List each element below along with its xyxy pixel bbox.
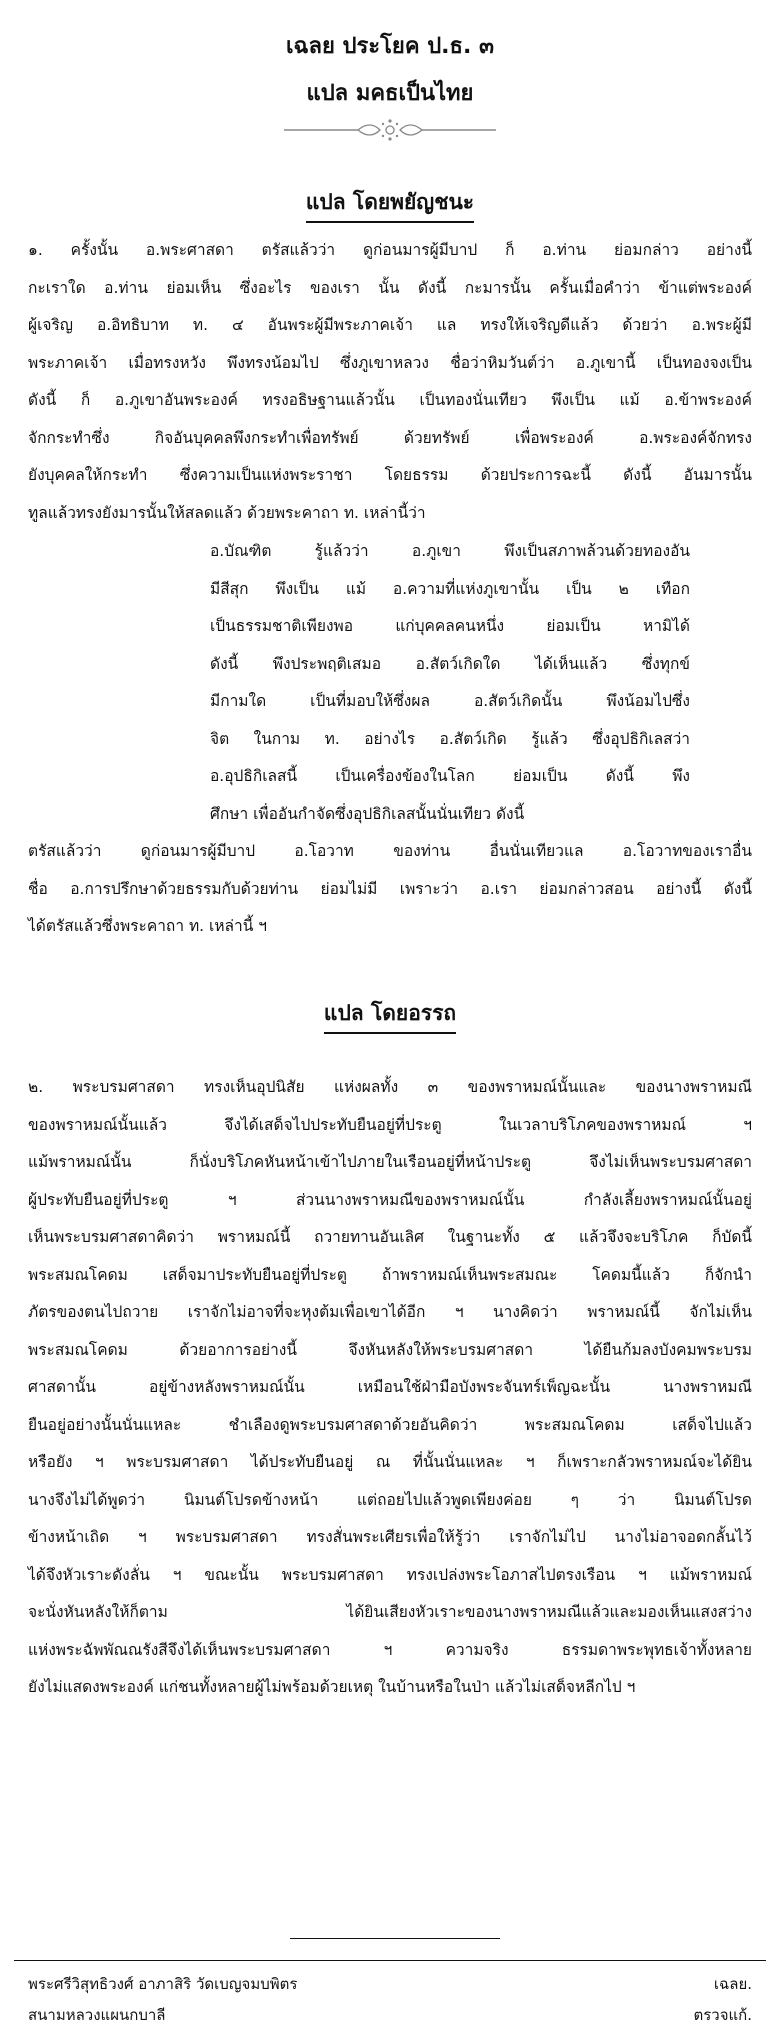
text-line: จะนั่งหันหลังให้ก็ตาม ได้ยินเสียงหัวเราะของนางพราหมณีแล้วและมองเห็นแสงสว่าง: [28, 1603, 752, 1621]
ornament-divider-icon: [280, 118, 500, 142]
text-line: ทูลแล้วทรงยังมารนั้นให้สลดแล้ว ด้วยพระคาถา ท. เหล่านี้ว่า: [28, 503, 426, 522]
text-line: ดังนี้ ก็ อ.ภูเขาอันพระองค์ ทรงอธิษฐานแล้วนั้น เป็นทองนั่นเทียว พึงเป็น แม้ อ.ข้าพระองค์: [28, 391, 752, 409]
verse-line: มีกามใด เป็นที่มอบให้ซึ่งผล อ.สัตว์เกิดนั้น พึงน้อมไปซึ่ง: [210, 692, 690, 710]
footer-label-checked: ตรวจแก้.: [693, 2006, 752, 2024]
text-line: พระภาคเจ้า เมื่อทรงหวัง พึงทรงน้อมไป ซึ่งภูเขาหลวง ชื่อว่าหิมวันต์ว่า อ.ภูเขานี้ เป็นทองจงเป็น: [28, 353, 752, 372]
text-line: แห่งพระฉัพพัณณรังสีจึงได้เห็นพระบรมศาสดา ฯ ความจริง ธรรมดาพระพุทธเจ้าทั้งหลาย: [28, 1640, 752, 1659]
text-line: ภัตรของตนไปถวาย เราจักไม่อาจที่จะหุงต้มเพื่อเขาได้อีก ฯ นางคิดว่า พราหมณ์นี้ จักไม่เห็น: [28, 1303, 752, 1321]
verse-line: ดังนี้ พึงประพฤติเสมอ อ.สัตว์เกิดใด ได้เห็นแล้ว ซึ่งทุกข์: [210, 654, 690, 673]
text-line: ชื่อ อ.การปรึกษาด้วยธรรมกับด้วยท่าน ย่อมไม่มี เพราะว่า อ.เรา ย่อมกล่าวสอน อย่างนี้ ดังนี้: [28, 879, 752, 898]
paragraph-2: [28, 833, 752, 946]
text-line: พระสมณโคดม ด้วยอาการอย่างนี้ จึงหันหลังให้พระบรมศาสดา ได้ยืนก้มลงบังคมพระบรม: [28, 1340, 752, 1359]
footer-place: สนามหลวงแผนกบาลี: [28, 2006, 166, 2024]
text-line: พระสมณโคดม เสด็จมาประทับยืนอยู่ที่ประตู ถ้าพราหมณ์เห็นพระสมณะ โคดมนี้แล้ว ก็จักนำ: [28, 1265, 752, 1284]
section-heading-meaning: แปล โดยอรรถ: [0, 997, 780, 1034]
text-line: ยังไม่แสดงพระองค์ แก่ชนทั้งหลายผู้ไม่พร้อมด้วยเหตุ ในบ้านหรือในป่า แล้วไม่เสด็จหลีกไป ฯ: [28, 1678, 636, 1696]
footer-divider: [14, 1960, 766, 1961]
text-line: ตรัสแล้วว่า ดูก่อนมารผู้มีบาป อ.โอวาท ของท่าน อื่นนั่นเทียวแล อ.โอวาทของเราอื่น: [28, 842, 752, 860]
text-line: ผู้ประทับยืนอยู่ที่ประตู ฯ ส่วนนางพราหมณีของพราหมณ์นั้น กำลังเลี้ยงพราหมณ์นั้นอยู่: [28, 1190, 752, 1209]
text-line: นางจึงไม่ได้พูดว่า นิมนต์โปรดข้างหน้า แต่ถอยไปแล้วพูดเพียงค่อย ๆ ว่า นิมนต์โปรด: [28, 1490, 752, 1509]
text-line: ข้างหน้าเถิด ฯ พระบรมศาสดา ทรงสั่นพระเศียรเพื่อให้รู้ว่า เราจักไม่ไป นางไม่อาจอดกลั้นไว้: [28, 1528, 752, 1546]
paragraph-3: [28, 1069, 752, 1707]
paragraph-1: [28, 232, 752, 532]
verse-line: เป็นธรรมชาติเพียงพอ แก่บุคคลคนหนึ่ง ย่อมเป็น หามิได้: [210, 617, 690, 635]
verse-line: มีสีสุก พึงเป็น แม้ อ.ความที่แห่งภูเขานั้น เป็น ๒ เทือก: [210, 579, 690, 598]
verse-line: อ.อุปธิกิเลสนี้ เป็นเครื่องข้องในโลก ย่อมเป็น ดังนี้ พึง: [210, 767, 690, 785]
text-line: กะเราใด อ.ท่าน ย่อมเห็น ซึ่งอะไร ของเรา นั้น ดังนี้ กะมารนั้น ครั้นเมื่อคำว่า ข้าแต่พระองค์: [28, 278, 752, 297]
text-line: ของพราหมณ์นั้นแล้ว จึงได้เสด็จไปประทับยืนอยู่ที่ประตู ในเวลาบริโภคของพราหมณ์ ฯ: [28, 1115, 752, 1134]
text-line: จักกระทำซึ่ง กิจอันบุคคลพึงกระทำเพื่อทรัพย์ ด้วยทรัพย์ เพื่อพระองค์ อ.พระองค์จักทรง: [28, 428, 752, 447]
document-title: เฉลย ประโยค ป.ธ. ๓: [285, 34, 495, 59]
text-line: ๑. ครั้งนั้น อ.พระศาสดา ตรัสแล้วว่า ดูก่อนมารผู้มีบาป ก็ อ.ท่าน ย่อมกล่าว อย่างนี้: [28, 241, 752, 259]
text-line: ผู้เจริญ อ.อิทธิบาท ท. ๔ อันพระผู้มีพระภาคเจ้า แล ทรงให้เจริญดีแล้ว ด้วยว่า อ.พระผู้มี: [28, 316, 752, 334]
verse-line: จิต ในกาม ท. อย่างไร อ.สัตว์เกิด รู้แล้ว ซึ่งอุปธิกิเลสว่า: [210, 729, 690, 748]
verse-line: ศึกษา เพื่ออันกำจัดซึ่งอุปธิกิเลสนั้นนั่นเทียว ดังนี้: [210, 804, 525, 823]
text-line: ศาสดานั้น อยู่ข้างหลังพราหมณ์นั้น เหมือนใช้ฝ่ามือบังพระจันทร์เพ็ญฉะนั้น นางพราหมณี: [28, 1378, 752, 1396]
text-line: หรือยัง ฯ พระบรมศาสดา ได้ประทับยืนอยู่ ณ ที่นั้นนั่นแหละ ฯ ก็เพราะกลัวพราหมณ์จะได้ยิน: [28, 1453, 752, 1471]
footer-author: พระศรีวิสุทธิวงศ์ อาภาสิริ วัดเบญจมบพิตร: [28, 1975, 298, 1993]
text-line: ยืนอยู่อย่างนั้นนั่นแหละ ชำเลืองดูพระบรมศาสดาด้วยอันคิดว่า พระสมณโคดม เสด็จไปแล้ว: [28, 1415, 752, 1434]
text-line: ได้ตรัสแล้วซึ่งพระคาถา ท. เหล่านี้ ฯ: [28, 917, 267, 935]
text-line: ยังบุคคลให้กระทำ ซึ่งความเป็นแห่งพระราชา โดยธรรม ด้วยประการฉะนี้ ดังนี้ อันมารนั้น: [28, 466, 752, 484]
section-heading-literal: แปล โดยพยัญชนะ: [0, 186, 780, 223]
text-line: ๒. พระบรมศาสดา ทรงเห็นอุปนิสัย แห่งผลทั้ง ๓ ของพราหมณ์นั้นและ ของนางพราหมณี: [28, 1078, 752, 1096]
verse-block: [210, 533, 690, 833]
footer-label-answer: เฉลย.: [713, 1975, 752, 1993]
short-divider: [290, 1938, 500, 1939]
document-subtitle: แปล มคธเป็นไทย: [306, 81, 474, 106]
verse-line: อ.บัณฑิต รู้แล้วว่า อ.ภูเขา พึงเป็นสภาพล้วนด้วยทองอัน: [210, 542, 690, 560]
text-line: แม้พราหมณ์นั้น ก็นั่งบริโภคหันหน้าเข้าไปภายในเรือนอยู่ที่หน้าประตู จึงไม่เห็นพระบรมศาสดา: [28, 1153, 752, 1171]
text-line: ได้จึงหัวเราะดังลั่น ฯ ขณะนั้น พระบรมศาสดา ทรงเปล่งพระโอภาสไปตรงเรือน ฯ แม้พราหมณ์: [28, 1565, 752, 1584]
text-line: เห็นพระบรมศาสดาคิดว่า พราหมณ์นี้ ถวายทานอันเลิศ ในฐานะทั้ง ๕ แล้วจึงจะบริโภค ก็บัดนี้: [28, 1228, 752, 1246]
